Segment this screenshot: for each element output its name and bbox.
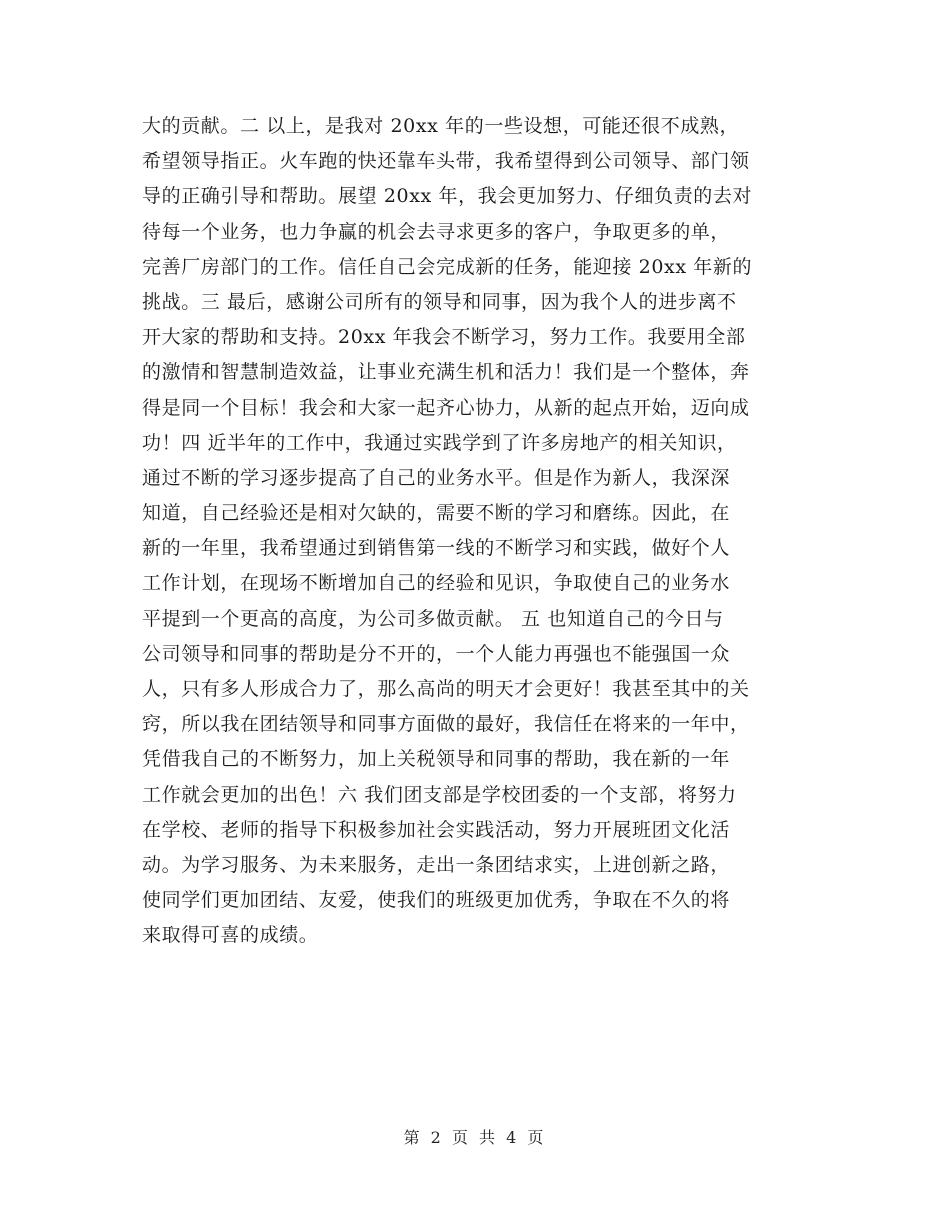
body-text xyxy=(142,109,822,954)
text-line: 凭借我自己的不断努力，加上关税领导和同事的帮助，我在新的一年 xyxy=(142,748,731,771)
text-line: 工作就会更加的出色！六 我们团支部是学校团委的一个支部，将努力 xyxy=(142,783,737,806)
text-line: 通过不断的学习逐步提高了自己的业务水平。但是作为新人，我深深 xyxy=(142,466,731,489)
text-line: 来取得可喜的成绩。 xyxy=(142,924,319,947)
text-line: 公司领导和同事的帮助是分不开的，一个人能力再强也不能强国一众 xyxy=(142,642,731,665)
text-line: 动。为学习服务、为未来服务，走出一条团结求实，上进创新之路， xyxy=(142,853,731,876)
text-line: 希望领导指正。火车跑的快还靠车头带，我希望得到公司领导、部门领 xyxy=(142,150,750,173)
text-line: 人，只有多人形成合力了，那么高尚的明天才会更好！我甚至其中的关 xyxy=(142,678,750,700)
text-line: 得是同一个目标！我会和大家一起齐心协力，从新的起点开始，迈向成 xyxy=(142,396,750,419)
text-line: 导的正确引导和帮助。展望 20xx 年，我会更加努力、仔细负责的去对 xyxy=(142,185,753,208)
text-line: 大的贡献。二 以上，是我对 20xx 年的一些设想，可能还很不成熟， xyxy=(142,115,740,137)
text-line: 使同学们更加团结、友爱，使我们的班级更加优秀，争取在不久的将 xyxy=(142,889,731,912)
text-line: 工作计划，在现场不断增加自己的经验和见识，争取使自己的业务水 xyxy=(142,572,731,595)
text-line: 平提到一个更高的高度，为公司多做贡献。 五 也知道自己的今日与 xyxy=(142,607,724,630)
page-number-footer: 第 2 页 共 4 页 xyxy=(403,1128,547,1147)
text-line: 完善厂房部门的工作。信任自己会完成新的任务，能迎接 20xx 年新的 xyxy=(142,255,753,278)
text-line: 功！四 近半年的工作中，我通过实践学到了许多房地产的相关知识， xyxy=(142,431,737,454)
text-line: 的激情和智慧制造效益，让事业充满生机和活力！我们是一个整体，奔 xyxy=(142,361,750,384)
text-line: 开大家的帮助和支持。20xx 年我会不断学习，努力工作。我要用全部 xyxy=(142,326,746,349)
text-line: 待每一个业务，也力争赢的机会去寻求更多的客户，争取更多的单， xyxy=(142,220,731,243)
text-line: 窍，所以我在团结领导和同事方面做的最好，我信任在将来的一年中， xyxy=(142,713,750,736)
text-line: 知道，自己经验还是相对欠缺的，需要不断的学习和磨练。因此，在 xyxy=(142,502,731,525)
text-line: 在学校、老师的指导下积极参加社会实践活动，努力开展班团文化活 xyxy=(142,818,731,841)
text-line: 新的一年里，我希望通过到销售第一线的不断学习和实践，做好个人 xyxy=(142,537,731,560)
text-line: 挑战。三 最后，感谢公司所有的领导和同事，因为我个人的进步离不 xyxy=(142,290,737,313)
